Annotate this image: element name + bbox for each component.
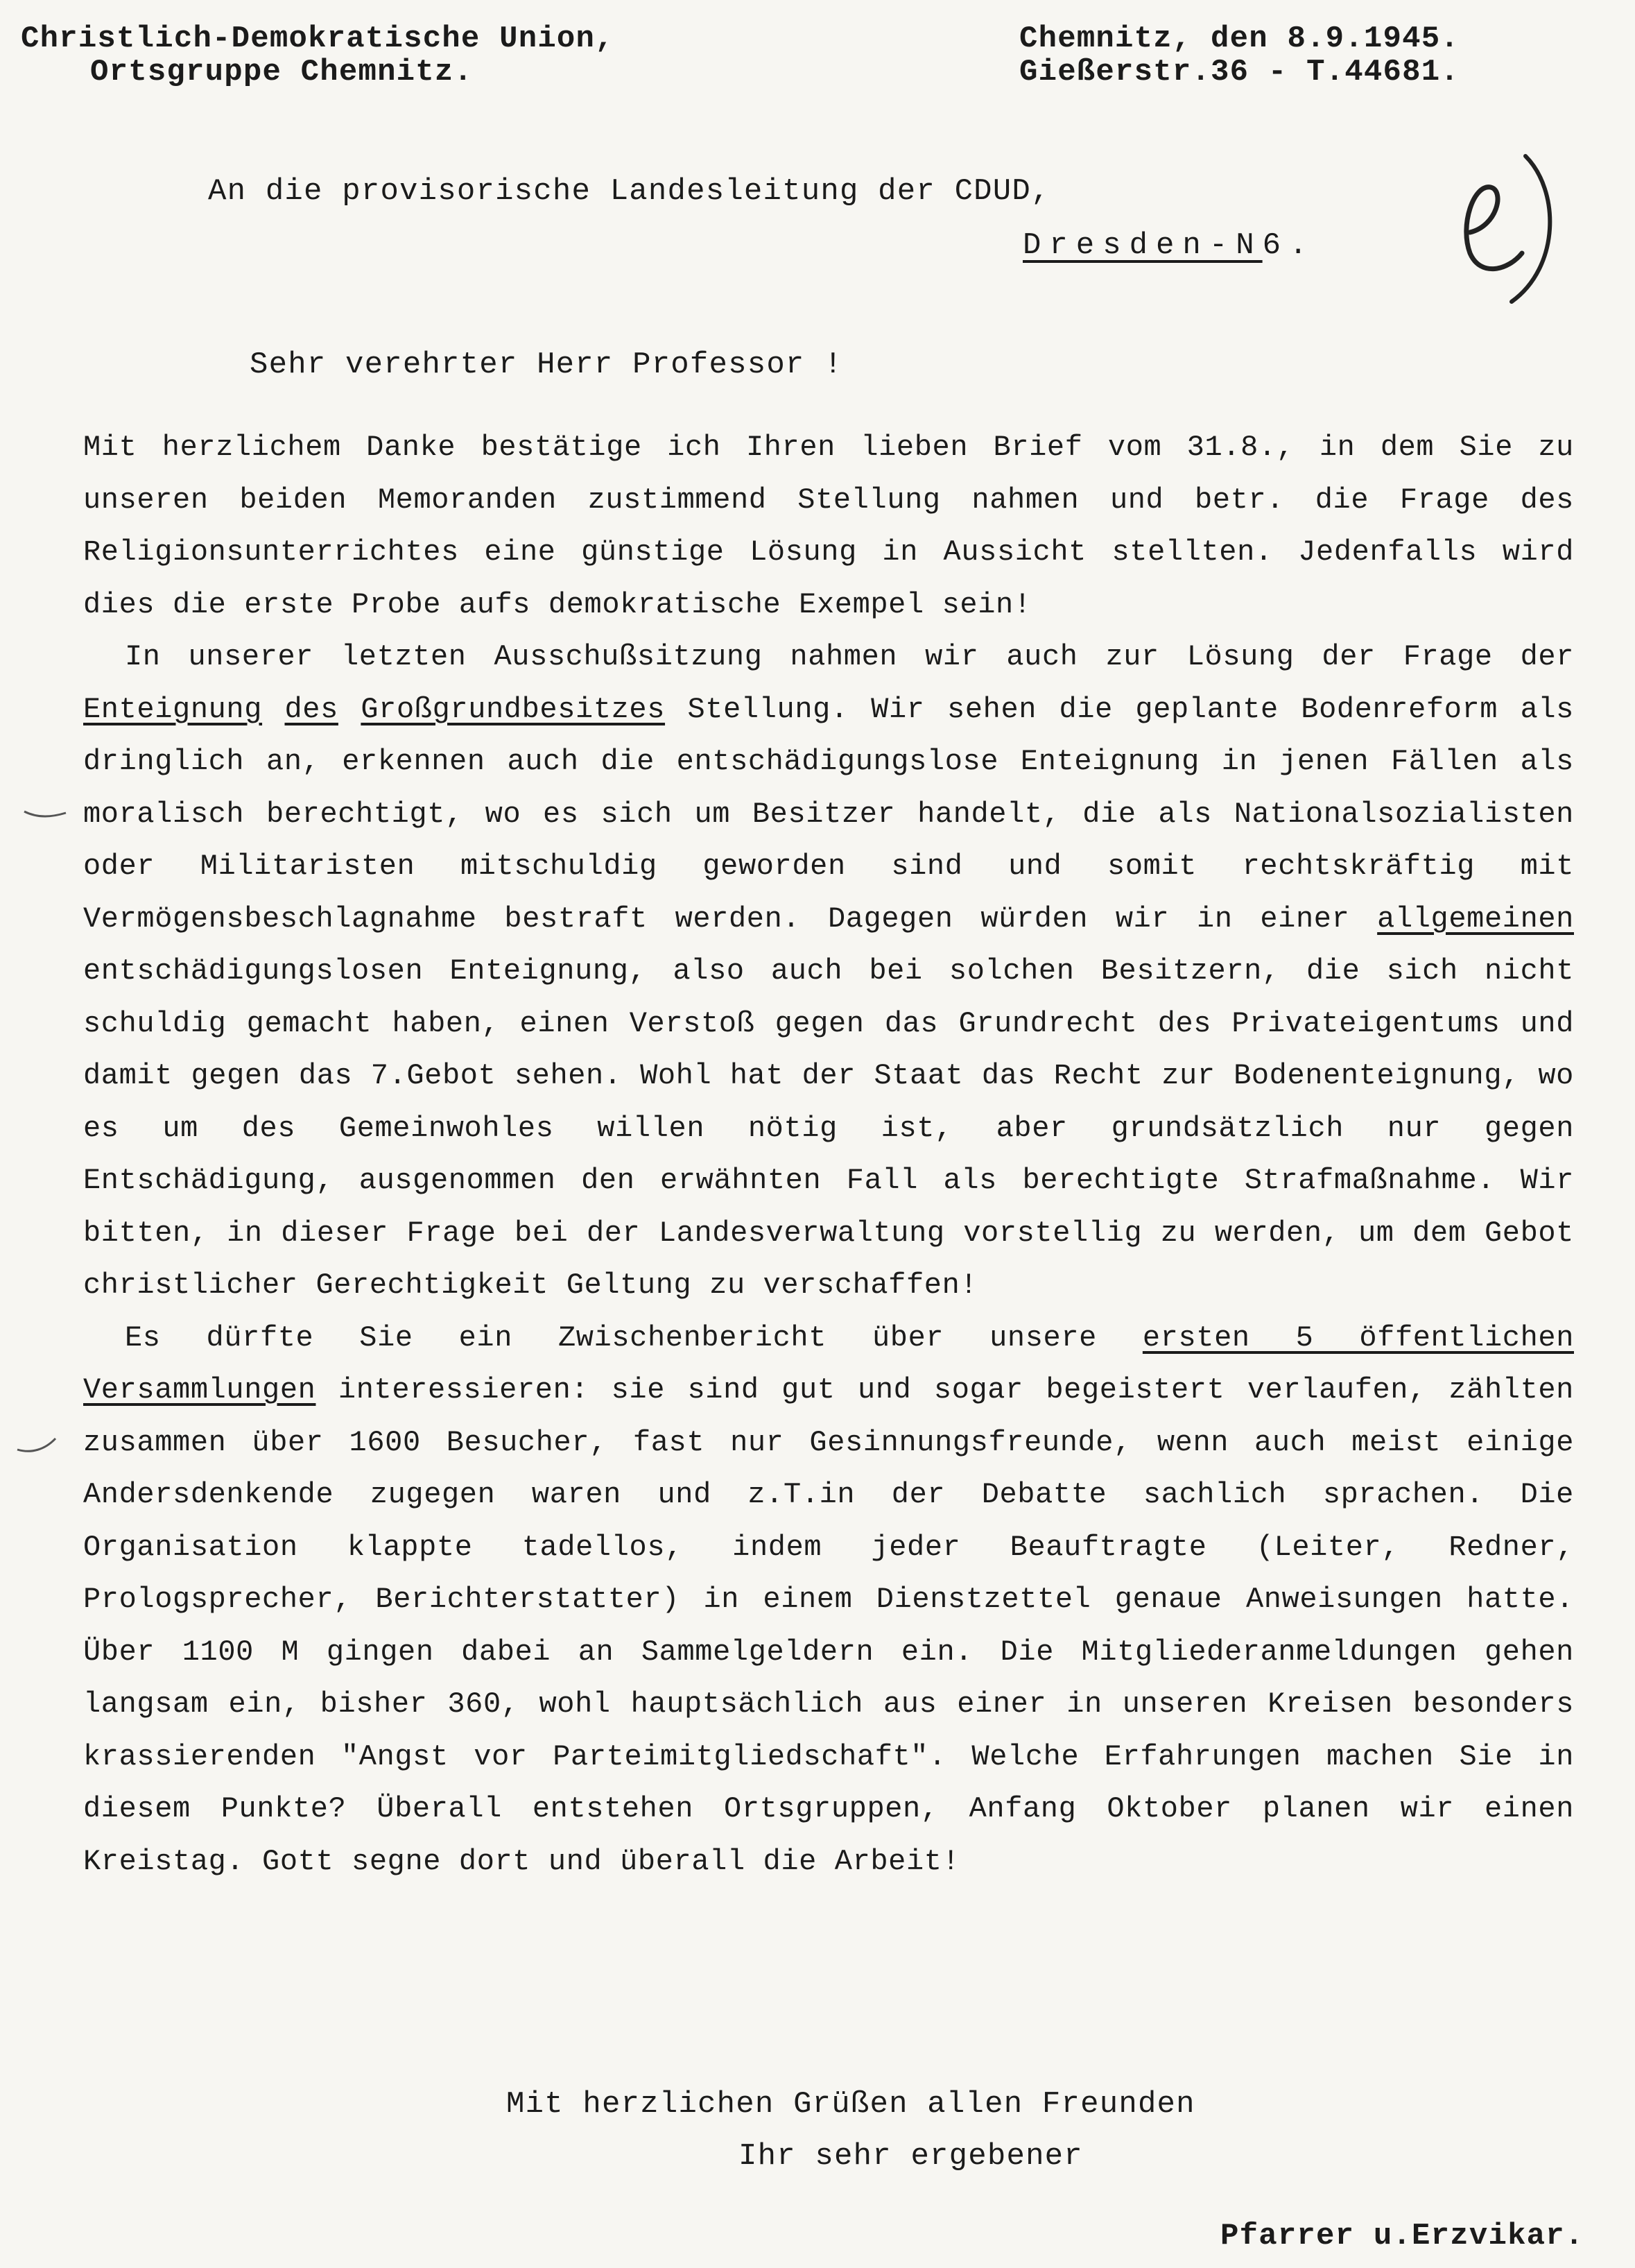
- p2-underline-enteignung: Enteignung: [83, 692, 263, 726]
- margin-mark-icon: [14, 1429, 62, 1457]
- p3-underline-versammlungen: ersten 5 öffentlichen Versammlungen: [83, 1321, 1574, 1407]
- p2-text-a: In unserer letzten Ausschußsitzung nahmen wir auch zur Lösung der Frage der: [125, 640, 1574, 673]
- sender-branch: Ortsgruppe Chemnitz.: [90, 55, 474, 89]
- letter-body: [83, 422, 1574, 1888]
- recipient-city: [1023, 227, 1315, 264]
- paragraph-3: [83, 1312, 1574, 1889]
- place-date: Chemnitz, den 8.9.1945.: [1019, 22, 1460, 56]
- p2-text-b: [262, 693, 284, 726]
- sender-address: Gießerstr.36 - T.44681.: [1019, 55, 1460, 89]
- signature-title: Pfarrer u.Erzvikar.: [1220, 2219, 1584, 2253]
- sender-name: Christlich-Demokratische Union,: [21, 22, 614, 56]
- recipient-line: An die provisorische Landesleitung der CDUD,: [208, 174, 1050, 209]
- handwritten-mark-icon: [1456, 149, 1574, 309]
- recipient-city-name: Dresden-N: [1023, 228, 1263, 263]
- closing-greeting: Mit herzlichen Grüßen allen Freunden: [506, 2087, 1195, 2122]
- p3-text-a: Es dürfte Sie ein Zwischenbericht über unsere: [125, 1321, 1143, 1355]
- margin-mark-icon: [21, 805, 69, 832]
- recipient-district: 6.: [1262, 228, 1316, 263]
- p2-text-c: [338, 693, 361, 726]
- p2-text-d: Stellung. Wir sehen die geplante Bodenreform als dringlich an, erkennen auch die entschädigungslose Enteignung in jenen Fällen als moralisch berechtigt, wo es sich um Besitzer handelt, die als Nationalsozialisten oder Militaristen mitschuldig geworden sind und somit rechtskräftig mit Vermögensbeschlagnahme bestraft werden. Dagegen würden wir in einer: [83, 692, 1574, 936]
- paragraph-1: [83, 422, 1574, 631]
- paragraph-1-text: Mit herzlichem Danke bestätige ich Ihren lieben Brief vom 31.8., in dem Sie zu unseren beiden Memoranden zustimmend Stellung nahmen und betr. die Frage des Religionsunterrichtes eine günstige Lösung in Aussicht stellten. Jedenfalls wird dies die erste Probe aufs demokratische Exempel sein!: [83, 431, 1574, 621]
- p2-underline-grossgrundbesitz: Großgrundbesitzes: [361, 692, 666, 726]
- p3-text-b: interessieren: sie sind gut und sogar begeistert verlaufen, zählten zusammen über 1600 Besucher, fast nur Gesinnungsfreunde, wenn auch meist einige Andersdenkende zugegen waren und z.T.in der Debatte sachlich sprachen. Die Organisation klappte tadellos, indem jeder Beauftragte (Leiter, Redner, Prologsprecher, Berichterstatter) in einem Dienstzettel genaue Anweisungen hatte. Über 1100 M gingen dabei an Sammelgeldern ein. Die Mitgliederanmeldungen gehen langsam ein, bisher 360, wohl hauptsächlich aus einer in unseren Kreisen besonders krassierenden "Angst vor Parteimitgliedschaft". Welche Erfahrungen machen Sie in diesem Punkte? Überall entstehen Ortsgruppen, Anfang Oktober planen wir einen Kreistag. Gott segne dort und überall die Arbeit!: [83, 1373, 1574, 1878]
- p2-underline-allgemeinen: allgemeinen: [1377, 902, 1574, 936]
- closing-valediction: Ihr sehr ergebener: [738, 2139, 1083, 2174]
- paragraph-2: [83, 631, 1574, 1312]
- salutation: Sehr verehrter Herr Professor !: [250, 347, 843, 382]
- p2-text-e: entschädigungslosen Enteignung, also auch bei solchen Besitzern, die sich nicht schuldig gemacht haben, einen Verstoß gegen das Grundrecht des Privateigentums und damit gegen das 7.Gebot sehen. Wohl hat der Staat das Recht zur Bodenenteignung, wo es um des Gemeinwohles willen nötig ist, aber grundsätzlich nur gegen Entschädigung, ausgenommen den erwähnten Fall als berechtigte Strafmaßnahme. Wir bitten, in dieser Frage bei der Landesverwaltung vorstellig zu werden, um dem Gebot christlicher Gerechtigkeit Geltung zu verschaffen!: [83, 954, 1574, 1302]
- p2-underline-des: des: [284, 692, 338, 726]
